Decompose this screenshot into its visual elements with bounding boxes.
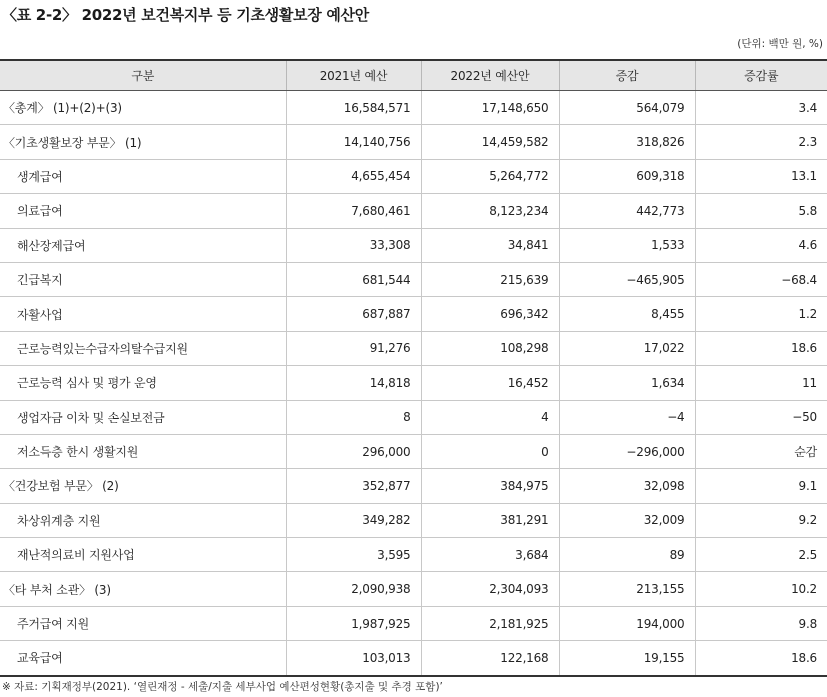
row-label: 저소득층 한시 생활지원	[0, 434, 286, 468]
change-rate-cell: 3.4	[695, 91, 827, 125]
change-cell: 8,455	[559, 297, 695, 331]
change-cell: 32,009	[559, 503, 695, 537]
table-row	[0, 538, 827, 572]
table-row	[0, 641, 827, 676]
budget-2021-cell: 296,000	[286, 434, 421, 468]
change-cell: 1,634	[559, 366, 695, 400]
table-row	[0, 503, 827, 537]
table-row	[0, 331, 827, 365]
budget-2021-cell: 3,595	[286, 538, 421, 572]
table-row	[0, 434, 827, 468]
change-rate-cell: −68.4	[695, 262, 827, 296]
row-label: 〈기초생활보장 부문〉 (1)	[0, 125, 286, 159]
budget-2021-cell: 33,308	[286, 228, 421, 262]
budget-2021-cell: 14,818	[286, 366, 421, 400]
budget-2021-cell: 1,987,925	[286, 606, 421, 640]
table-row	[0, 606, 827, 640]
budget-2022-cell: 34,841	[421, 228, 559, 262]
change-rate-cell: 순감	[695, 434, 827, 468]
budget-2021-cell: 103,013	[286, 641, 421, 676]
budget-2021-cell: 14,140,756	[286, 125, 421, 159]
change-cell: 442,773	[559, 194, 695, 228]
row-label: 〈타 부처 소관〉 (3)	[0, 572, 286, 606]
change-rate-cell: 10.2	[695, 572, 827, 606]
row-label: 생업자금 이차 및 손실보전금	[0, 400, 286, 434]
budget-2021-cell: 4,655,454	[286, 159, 421, 193]
budget-2021-cell: 352,877	[286, 469, 421, 503]
change-cell: −296,000	[559, 434, 695, 468]
table-row	[0, 159, 827, 193]
change-cell: 17,022	[559, 331, 695, 365]
budget-2022-cell: 17,148,650	[421, 91, 559, 125]
change-cell: 564,079	[559, 91, 695, 125]
header-row	[0, 60, 827, 91]
row-label: 〈총계〉 (1)+(2)+(3)	[0, 91, 286, 125]
header-change: 증감	[559, 60, 695, 91]
source-note: ※ 자료: 기획재정부(2021). ‘열린재정 - 세출/지출 세부사업 예산편성현황(총지출 및 추경 포함)’	[2, 681, 443, 693]
table-title: 〈표 2-2〉 2022년 보건복지부 등 기초생활보장 예산안	[2, 6, 369, 24]
header-budget-2022: 2022년 예산안	[421, 60, 559, 91]
budget-2022-cell: 3,684	[421, 538, 559, 572]
row-label: 의료급여	[0, 194, 286, 228]
table-row	[0, 297, 827, 331]
change-rate-cell: 5.8	[695, 194, 827, 228]
row-label: 긴급복지	[0, 262, 286, 296]
budget-2022-cell: 0	[421, 434, 559, 468]
change-rate-cell: 9.1	[695, 469, 827, 503]
row-label: 차상위계층 지원	[0, 503, 286, 537]
budget-2021-cell: 91,276	[286, 331, 421, 365]
change-cell: 609,318	[559, 159, 695, 193]
table-row	[0, 125, 827, 159]
table-row	[0, 262, 827, 296]
budget-2022-cell: 108,298	[421, 331, 559, 365]
row-label: 근로능력있는수급자의탈수급지원	[0, 331, 286, 365]
change-cell: 213,155	[559, 572, 695, 606]
change-cell: 19,155	[559, 641, 695, 676]
change-cell: −465,905	[559, 262, 695, 296]
budget-table	[0, 59, 827, 677]
budget-2022-cell: 5,264,772	[421, 159, 559, 193]
budget-2022-cell: 381,291	[421, 503, 559, 537]
row-label: 해산장제급여	[0, 228, 286, 262]
header-change-rate: 증감률	[695, 60, 827, 91]
budget-2022-cell: 215,639	[421, 262, 559, 296]
budget-2022-cell: 8,123,234	[421, 194, 559, 228]
table-row	[0, 572, 827, 606]
row-label: 〈건강보험 부문〉 (2)	[0, 469, 286, 503]
budget-2021-cell: 349,282	[286, 503, 421, 537]
change-cell: 89	[559, 538, 695, 572]
row-label: 주거급여 지원	[0, 606, 286, 640]
change-rate-cell: −50	[695, 400, 827, 434]
budget-2021-cell: 8	[286, 400, 421, 434]
row-label: 교육급여	[0, 641, 286, 676]
budget-2021-cell: 16,584,571	[286, 91, 421, 125]
change-cell: 1,533	[559, 228, 695, 262]
budget-2021-cell: 7,680,461	[286, 194, 421, 228]
budget-2022-cell: 122,168	[421, 641, 559, 676]
header-category: 구분	[0, 60, 286, 91]
change-rate-cell: 18.6	[695, 641, 827, 676]
budget-2021-cell: 687,887	[286, 297, 421, 331]
budget-2022-cell: 14,459,582	[421, 125, 559, 159]
table-row	[0, 400, 827, 434]
change-cell: −4	[559, 400, 695, 434]
header-budget-2021: 2021년 예산	[286, 60, 421, 91]
row-label: 근로능력 심사 및 평가 운영	[0, 366, 286, 400]
budget-2022-cell: 2,181,925	[421, 606, 559, 640]
row-label: 재난적의료비 지원사업	[0, 538, 286, 572]
change-rate-cell: 2.5	[695, 538, 827, 572]
budget-2022-cell: 16,452	[421, 366, 559, 400]
budget-2021-cell: 2,090,938	[286, 572, 421, 606]
change-rate-cell: 2.3	[695, 125, 827, 159]
budget-2022-cell: 2,304,093	[421, 572, 559, 606]
table-row	[0, 469, 827, 503]
change-rate-cell: 18.6	[695, 331, 827, 365]
change-rate-cell: 9.2	[695, 503, 827, 537]
change-cell: 32,098	[559, 469, 695, 503]
budget-2022-cell: 4	[421, 400, 559, 434]
table-row	[0, 194, 827, 228]
table-row	[0, 228, 827, 262]
table-row	[0, 366, 827, 400]
row-label: 자활사업	[0, 297, 286, 331]
change-cell: 194,000	[559, 606, 695, 640]
budget-2022-cell: 696,342	[421, 297, 559, 331]
change-rate-cell: 4.6	[695, 228, 827, 262]
change-cell: 318,826	[559, 125, 695, 159]
budget-2021-cell: 681,544	[286, 262, 421, 296]
change-rate-cell: 11	[695, 366, 827, 400]
row-label: 생계급여	[0, 159, 286, 193]
change-rate-cell: 13.1	[695, 159, 827, 193]
change-rate-cell: 1.2	[695, 297, 827, 331]
change-rate-cell: 9.8	[695, 606, 827, 640]
budget-2022-cell: 384,975	[421, 469, 559, 503]
table-row	[0, 91, 827, 125]
unit-note: (단위: 백만 원, %)	[737, 38, 823, 50]
